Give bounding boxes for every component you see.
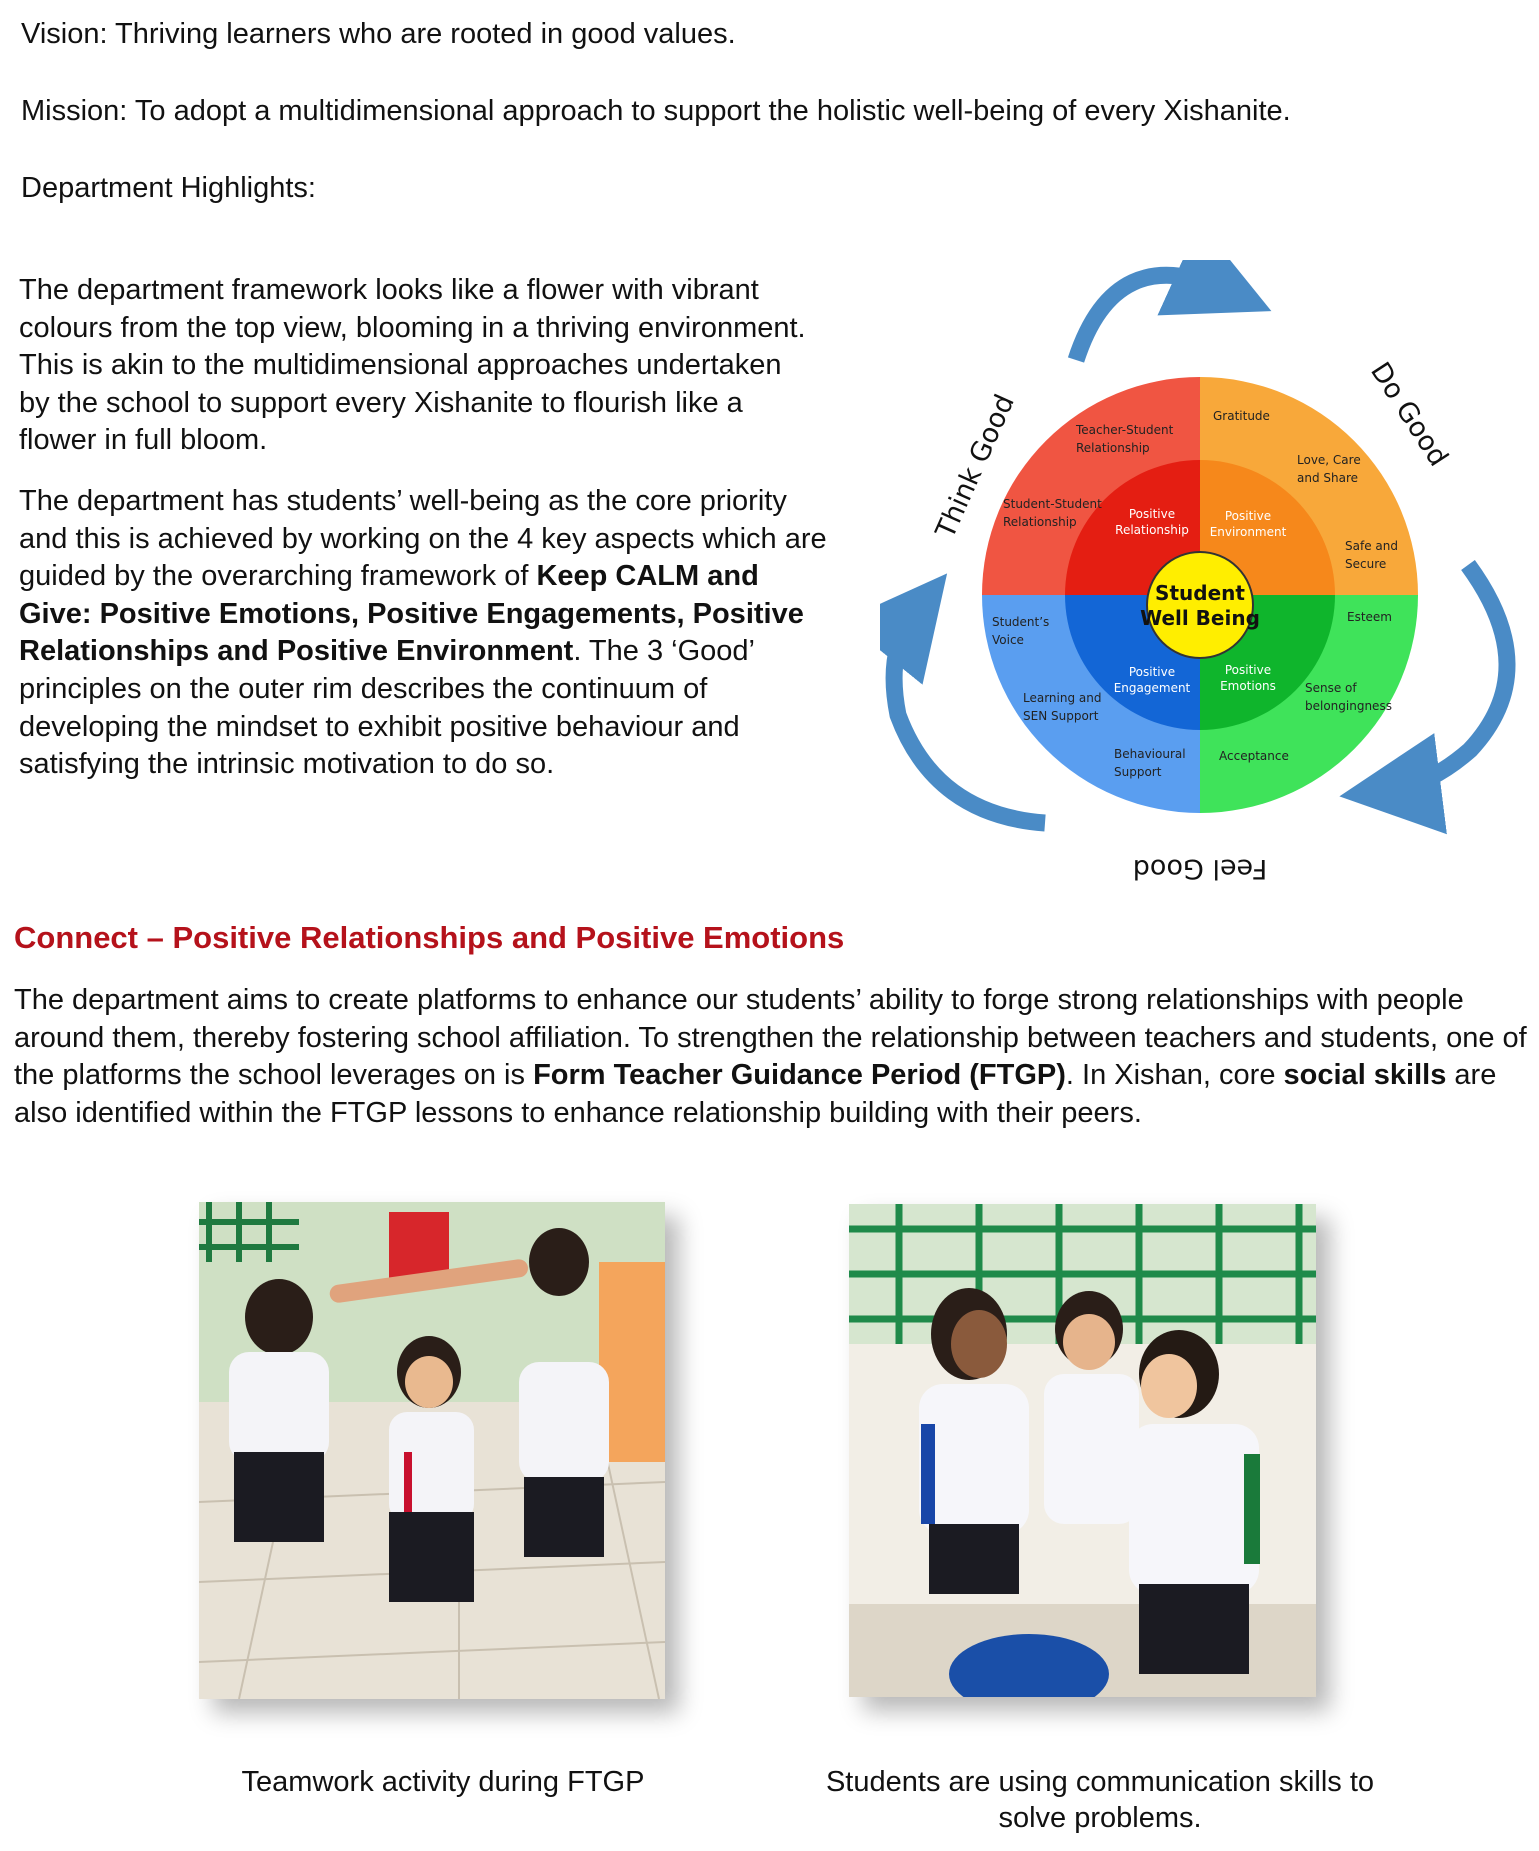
center-label-1: Student	[1155, 581, 1245, 605]
outer-label-student-student-1: Student-Student	[1003, 497, 1102, 511]
connect-paragraph	[14, 982, 1529, 1132]
photo-communication-skills	[849, 1204, 1316, 1697]
inner-label-emotions-1: Positive	[1224, 663, 1272, 677]
outer-label-sense-2: belongingness	[1305, 699, 1392, 713]
inner-label-engagement-2: Engagement	[1113, 681, 1191, 695]
wellbeing-framework-diagram	[880, 260, 1539, 900]
inner-label-relationship-1: Positive	[1128, 507, 1176, 521]
inner-label-relationship-2: Relationship	[1115, 523, 1189, 537]
principle-feel-good: Feel Good	[1132, 853, 1268, 884]
outer-label-safe-2: Secure	[1345, 557, 1387, 571]
outer-label-gratitude: Gratitude	[1213, 409, 1270, 423]
outer-label-learning-2: SEN Support	[1023, 709, 1099, 723]
arrow-top	[1076, 275, 1225, 360]
outer-label-voice-1: Student’s	[992, 615, 1050, 629]
caption-teamwork: Teamwork activity during FTGP	[241, 1766, 645, 1798]
intro-p2-text-a: The department has students’ well-being as the core priority and this is achieved by working on the 4 key aspects which are guided by the overarching framework of	[19, 485, 827, 593]
connect-text-c: are also identified within the FTGP lessons to enhance relationship building with their peers.	[14, 1059, 1497, 1129]
center-label-2: Well Being	[1140, 606, 1260, 630]
connect-bold-ftgp: Form Teacher Guidance Period (FTGP)	[533, 1059, 1066, 1092]
outer-label-learning-1: Learning and	[1023, 691, 1102, 705]
outer-label-sense-1: Sense of	[1305, 681, 1357, 695]
photo-teamwork-activity	[199, 1202, 665, 1699]
caption-communication: Students are using communication skills to solve problems.	[825, 1766, 1375, 1834]
outer-label-esteem: Esteem	[1347, 610, 1392, 624]
intro-paragraph-2	[19, 483, 829, 784]
outer-label-behavioural-1: Behavioural	[1114, 747, 1186, 761]
inner-label-environment-2: Environment	[1209, 525, 1287, 539]
principle-think-good: Think Good	[930, 389, 1021, 543]
inner-label-emotions-2: Emotions	[1220, 679, 1276, 693]
outer-label-teacher-student-1: Teacher-Student	[1076, 423, 1174, 437]
mission-statement: Mission: To adopt a multidimensional approach to support the holistic well-being of every Xishanite.	[21, 95, 1291, 127]
photo-communication-illustration	[849, 1204, 1316, 1697]
intro-p2-bold: Keep CALM and Give: Positive Emotions, Positive Engagements, Positive Relationships and Positive Environment	[19, 560, 804, 668]
intro-p2-text-b: . The 3 ‘Good’ principles on the outer rim describes the continuum of developing the mindset to exhibit positive behaviour and satisfying the intrinsic motivation to do so.	[19, 635, 754, 781]
inner-label-engagement-1: Positive	[1128, 665, 1176, 679]
principle-do-good: Do Good	[1364, 356, 1454, 472]
outer-label-love-care-1: Love, Care	[1297, 453, 1361, 467]
outer-label-student-student-2: Relationship	[1003, 515, 1077, 529]
outer-label-love-care-2: and Share	[1297, 471, 1359, 485]
connect-text-b: . In Xishan, core	[1065, 1059, 1284, 1092]
connect-heading: Connect – Positive Relationships and Positive Emotions	[14, 920, 845, 955]
highlights-title: Department Highlights:	[21, 172, 316, 204]
outer-label-teacher-student-2: Relationship	[1076, 441, 1150, 455]
outer-label-safe-1: Safe and	[1345, 539, 1398, 553]
intro-paragraph-1: The department framework looks like a flower with vibrant colours from the top view, blooming in a thriving environment. This is akin to the multidimensional approaches undertaken by the school to support every Xishanite to flourish like a flower in full bloom.	[19, 274, 806, 457]
center-circle	[1147, 552, 1253, 658]
connect-text-a: The department aims to create platforms to enhance our students’ ability to forge strong relationships with people around them, thereby fostering school affiliation. To strengthen the relationship between teachers and students, one of the platforms the school leverages on is	[14, 984, 1527, 1092]
photo-teamwork-illustration	[199, 1202, 665, 1699]
connect-bold-social-skills: social skills	[1283, 1059, 1447, 1092]
vision-statement: Vision: Thriving learners who are rooted in good values.	[21, 18, 736, 50]
outer-label-acceptance: Acceptance	[1219, 749, 1289, 763]
inner-label-environment-1: Positive	[1224, 509, 1272, 523]
outer-label-voice-2: Voice	[992, 633, 1024, 647]
outer-label-behavioural-2: Support	[1114, 765, 1162, 779]
